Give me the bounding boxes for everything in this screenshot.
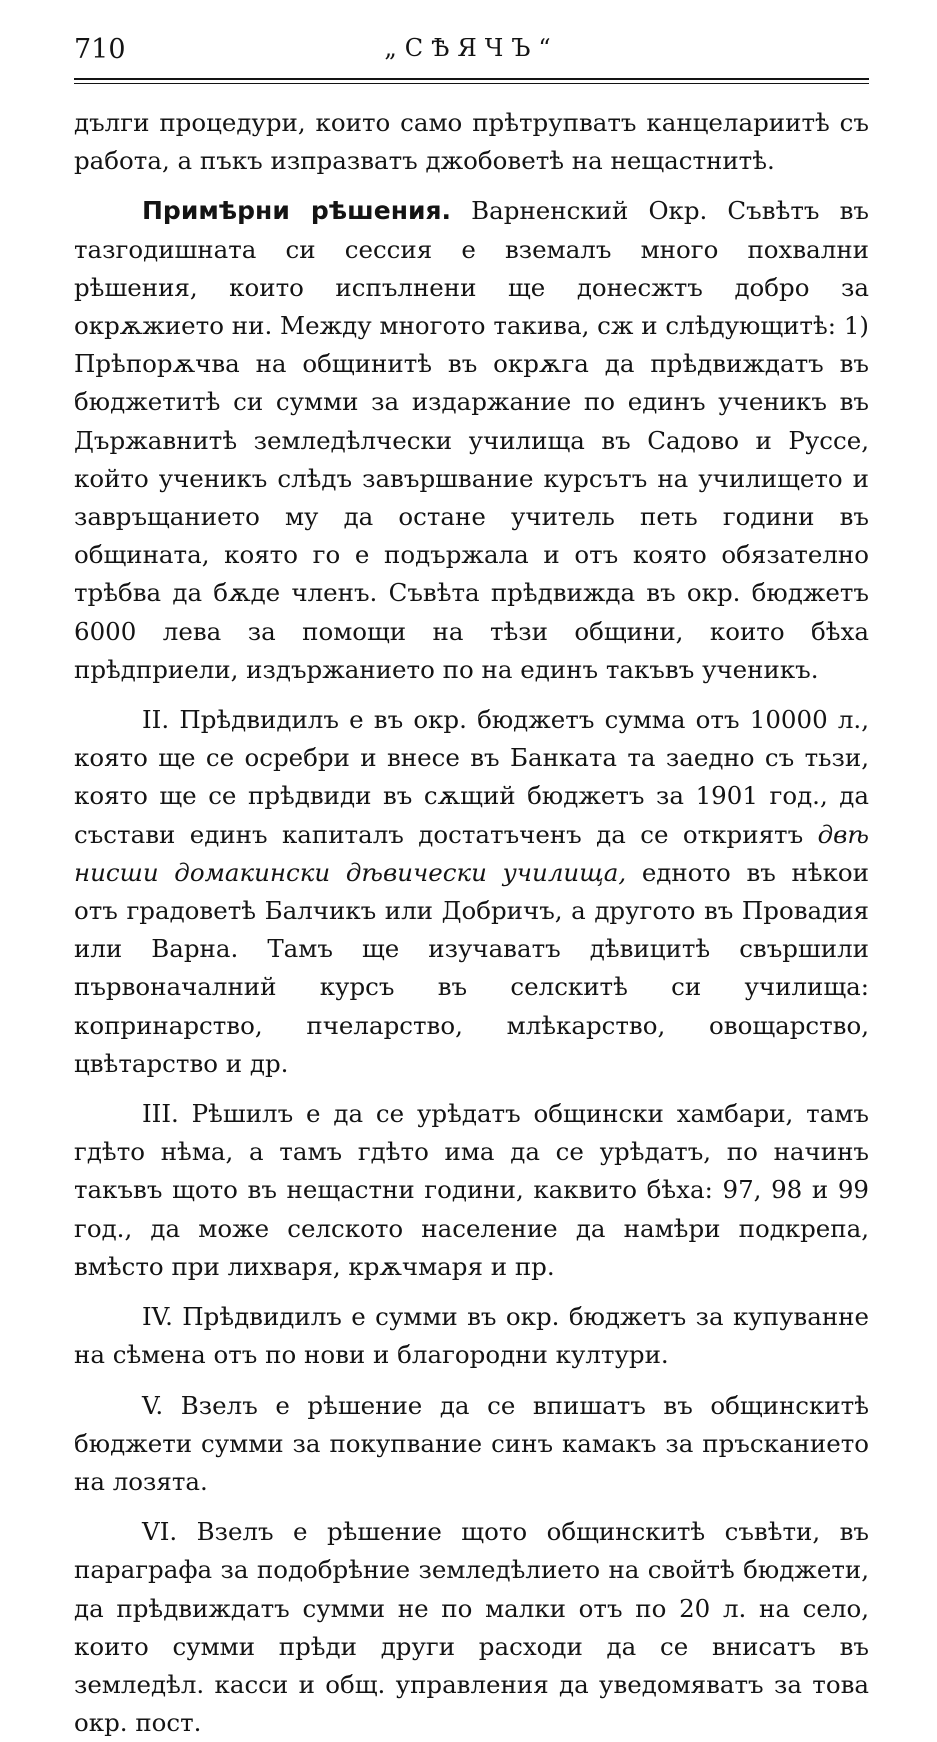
emphasis-text: двѣ нисши домакински дѣвически училища, (74, 819, 869, 887)
paragraph-continued: дълги процедури, които само прѣтрупватъ канцелариитѣ съ работа, а пъкъ изпразватъ джобоветѣ на нещастнитѣ. (74, 108, 869, 176)
paragraph-text: едното въ нѣкои отъ градоветѣ Балчикъ или Добричъ, а другото въ Провадия или Варна. Тамъ ще изучаватъ дѣвицитѣ свършили първоначалний курсъ въ селскитѣ си училища: копринарство, пчеларство, млѣкарство, овощарство, цвѣтарство и др. (74, 857, 870, 1078)
header-rule-thin (74, 83, 869, 84)
page-header (74, 28, 869, 68)
paragraph-ii (74, 701, 869, 1083)
header-rule (74, 78, 869, 80)
article-body (74, 104, 869, 1742)
page-number: 710 (74, 34, 126, 65)
paragraph-decisions (74, 192, 869, 689)
running-title: „СѢЯЧЪ“ (384, 34, 559, 62)
section-heading: Примѣрни рѣшения. (142, 196, 452, 226)
paragraph-iv: IV. Прѣдвидилъ е сумми въ окр. бюджетъ за купуванне на сѣмена отъ по нови и благородни култури. (74, 1302, 869, 1370)
paragraph-v: V. Взелъ е рѣшение да се впишатъ въ общинскитѣ бюджети сумми за покупвание синъ камакъ за пръсканието на лозята. (74, 1390, 869, 1496)
paragraph-text: Варненский Окр. Съвѣтъ въ тазгодишната си сессия е вземалъ много похвални рѣшения, които испълнени ще донесжтъ добро за окрѫжието ни. Между многото такива, сж и слѣдующитѣ: 1) Прѣпорѫчва на общинитѣ въ окрѫга да прѣдвиждатъ въ бюджетитѣ си сумми за издаржание по единъ ученикъ въ Държавнитѣ земледѣлчески училища въ Садово и Руссе, който ученикъ слѣдъ завършвание курсътъ на училището и завръщанието му да остане учитель петь години въ общината, която го е подържала и отъ която обязателно трѣбва да бѫде членъ. Съвѣта прѣдвижда въ окр. бюджетъ 6000 лева за помощи на тѣзи общини, които бѣха прѣдприели, издържанието по на единъ такъвъ ученикъ. (74, 196, 869, 684)
paragraph-vi: VI. Взелъ е рѣшение щото общинскитѣ съвѣти, въ параграфа за подобрѣние земледѣлието на свойтѣ бюджети, да прѣдвиждатъ сумми не по малки отъ по 20 л. на село, които сумми прѣди други расходи да се внисатъ въ земледѣл. касси и общ. управления да уведомяватъ за това окр. пост. (74, 1517, 869, 1738)
paragraph-text: II. Прѣдвидилъ е въ окр. бюджетъ сумма отъ 10000 л., която ще се осребри и внесе въ Банката та заедно съ тьзи, която ще се прѣдвиди въ сѫщий бюджетъ за 1901 год., да състави единъ капиталъ достатъченъ да се откриятъ (74, 705, 869, 849)
paragraph-iii: III. Рѣшилъ е да се урѣдатъ общински хамбари, тамъ гдѣто нѣма, а тамъ гдѣто има да се урѣдатъ, по начинъ такъвъ щото въ нещастни години, каквито бѣха: 97, 98 и 99 год., да може селското население да намѣри подкрепа, вмѣсто при лихваря, крѫчмаря и пр. (74, 1099, 869, 1281)
